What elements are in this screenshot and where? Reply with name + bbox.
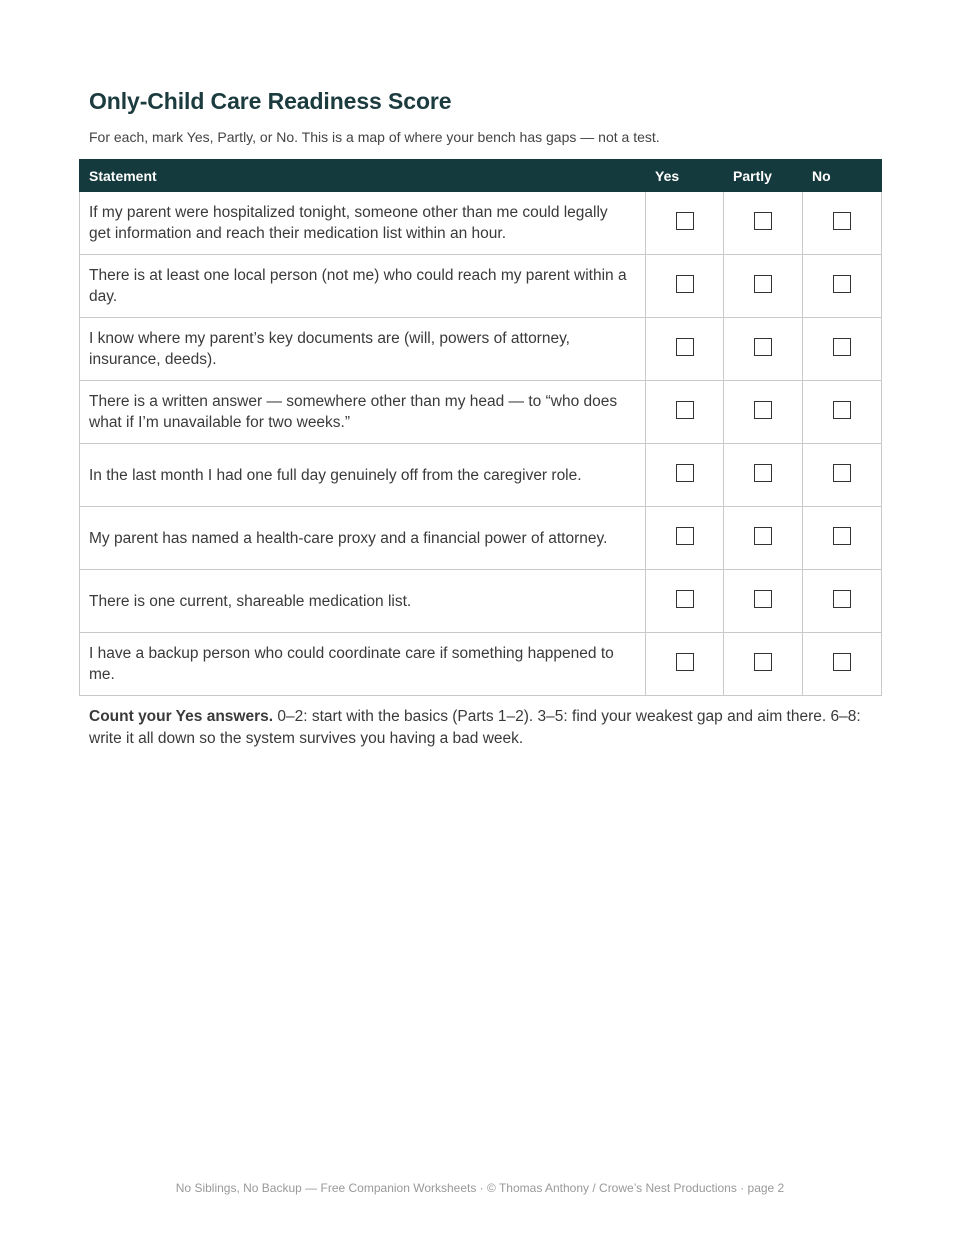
partly-checkbox[interactable]	[754, 590, 772, 608]
partly-checkbox[interactable]	[754, 338, 772, 356]
yes-checkbox[interactable]	[676, 527, 694, 545]
no-checkbox[interactable]	[833, 464, 851, 482]
yes-cell	[646, 192, 724, 255]
readiness-score-table	[79, 159, 882, 696]
statement-cell: There is a written answer — somewhere other than my head — to “who does what if I’m unavailable for two weeks.”	[80, 381, 646, 444]
partly-cell	[724, 633, 803, 696]
page-subtitle: For each, mark Yes, Partly, or No. This is a map of where your bench has gaps — not a test.	[89, 129, 660, 145]
statement-cell: I know where my parent’s key documents are (will, powers of attorney, insurance, deeds).	[80, 318, 646, 381]
table-header-row	[80, 160, 882, 192]
header-yes: Yes	[646, 160, 724, 192]
no-checkbox[interactable]	[833, 212, 851, 230]
table-row	[80, 507, 882, 570]
no-checkbox[interactable]	[833, 338, 851, 356]
header-partly: Partly	[724, 160, 803, 192]
yes-checkbox[interactable]	[676, 464, 694, 482]
yes-cell	[646, 318, 724, 381]
partly-cell	[724, 192, 803, 255]
table-row	[80, 633, 882, 696]
table-row	[80, 192, 882, 255]
partly-cell	[724, 444, 803, 507]
statement-cell: There is at least one local person (not me) who could reach my parent within a day.	[80, 255, 646, 318]
header-no: No	[803, 160, 882, 192]
table-row	[80, 381, 882, 444]
no-cell	[803, 444, 882, 507]
partly-cell	[724, 507, 803, 570]
yes-checkbox[interactable]	[676, 590, 694, 608]
table-row	[80, 255, 882, 318]
no-checkbox[interactable]	[833, 527, 851, 545]
header-statement: Statement	[80, 160, 646, 192]
no-checkbox[interactable]	[833, 275, 851, 293]
partly-checkbox[interactable]	[754, 464, 772, 482]
no-cell	[803, 192, 882, 255]
yes-cell	[646, 570, 724, 633]
scoring-text: 0–2: start with the basics (Parts 1–2). 3–5: find your weakest gap and aim there. 6–8: write it all down so the system survives you having a bad week.	[89, 708, 861, 747]
table-row	[80, 444, 882, 507]
scoring-lead: Count your Yes answers.	[89, 708, 274, 725]
no-cell	[803, 570, 882, 633]
yes-cell	[646, 507, 724, 570]
partly-checkbox[interactable]	[754, 212, 772, 230]
yes-checkbox[interactable]	[676, 338, 694, 356]
no-cell	[803, 633, 882, 696]
no-cell	[803, 255, 882, 318]
yes-cell	[646, 633, 724, 696]
table-row	[80, 318, 882, 381]
no-cell	[803, 507, 882, 570]
yes-checkbox[interactable]	[676, 401, 694, 419]
no-checkbox[interactable]	[833, 653, 851, 671]
page-title: Only-Child Care Readiness Score	[89, 88, 452, 114]
statement-cell: If my parent were hospitalized tonight, someone other than me could legally get information and reach their medication list within an hour.	[80, 192, 646, 255]
partly-checkbox[interactable]	[754, 653, 772, 671]
statement-cell: My parent has named a health-care proxy and a financial power of attorney.	[80, 507, 646, 570]
no-cell	[803, 318, 882, 381]
partly-checkbox[interactable]	[754, 401, 772, 419]
partly-cell	[724, 255, 803, 318]
partly-cell	[724, 318, 803, 381]
partly-cell	[724, 381, 803, 444]
partly-checkbox[interactable]	[754, 275, 772, 293]
no-checkbox[interactable]	[833, 401, 851, 419]
statement-cell: I have a backup person who could coordinate care if something happened to me.	[80, 633, 646, 696]
statement-cell: There is one current, shareable medication list.	[80, 570, 646, 633]
statement-cell: In the last month I had one full day genuinely off from the caregiver role.	[80, 444, 646, 507]
yes-cell	[646, 381, 724, 444]
yes-cell	[646, 444, 724, 507]
table-row	[80, 570, 882, 633]
scoring-note	[89, 706, 889, 749]
no-cell	[803, 381, 882, 444]
yes-checkbox[interactable]	[676, 275, 694, 293]
yes-checkbox[interactable]	[676, 212, 694, 230]
yes-checkbox[interactable]	[676, 653, 694, 671]
yes-cell	[646, 255, 724, 318]
partly-checkbox[interactable]	[754, 527, 772, 545]
partly-cell	[724, 570, 803, 633]
no-checkbox[interactable]	[833, 590, 851, 608]
page-footer: No Siblings, No Backup — Free Companion Worksheets · © Thomas Anthony / Crowe’s Nest Productions · page 2	[175, 1181, 785, 1195]
